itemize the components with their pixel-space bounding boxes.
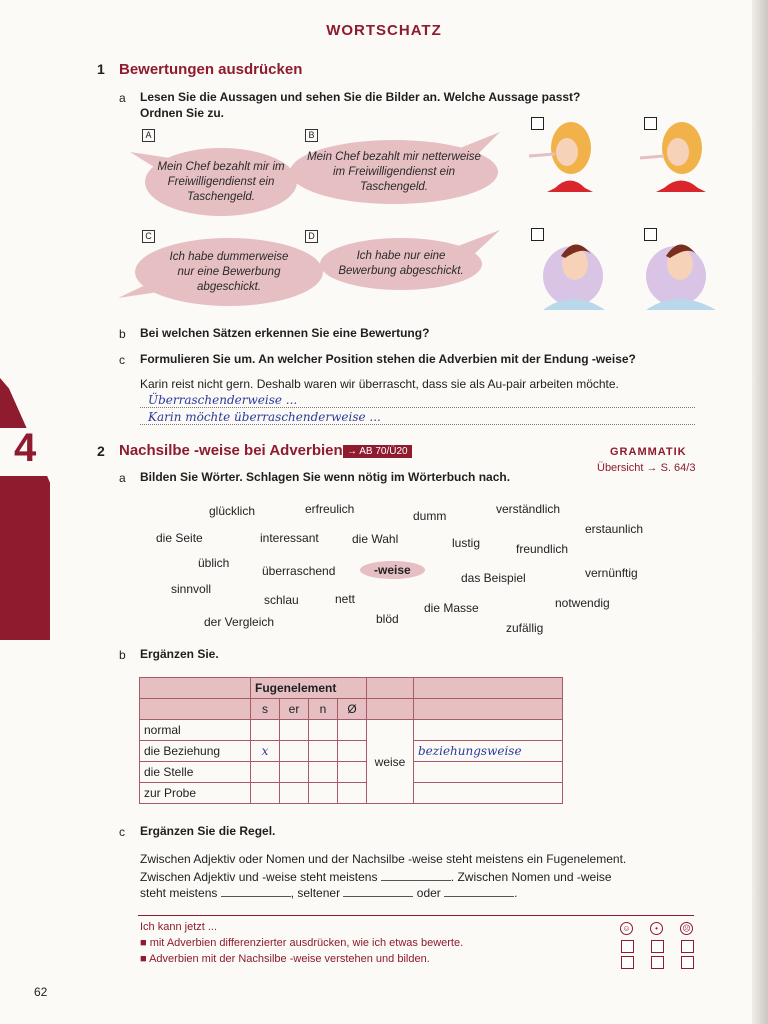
kann-item-text: mit Adverbien differenzierter ausdrücken, wie ich etwas bewerte. [149,937,464,949]
word-cloud-item: lustig [452,536,481,550]
ex1b-label: b [119,327,126,341]
ex1c-label: c [119,353,125,367]
rule-text: steht meistens [140,886,218,900]
word-cloud-item: blöd [376,612,399,626]
word-cloud-item: das Beispiel [461,571,526,585]
answer-cell[interactable]: beziehungsweise [414,741,563,762]
fugen-mark: x [251,741,280,762]
speech-bubble-c: Ich habe dummerweise nur eine Bewerbung abgeschickt. [135,238,323,306]
word-cloud-item: vernünftig [585,566,638,580]
answer-line-1 [140,407,695,408]
kann-item-text: Adverbien mit der Nachsilbe -weise verstehen und bilden. [149,953,430,965]
tag-a: A [142,129,155,142]
fugenelement-table [139,677,563,804]
word-cloud-item: freundlich [516,542,569,556]
word-cloud-item: erfreulich [305,502,355,516]
col-er: er [280,699,309,720]
row-label: die Beziehung [140,741,251,762]
ex1a-line2: Ordnen Sie zu. [140,106,225,120]
page-number: 62 [34,985,48,999]
col-n: n [309,699,338,720]
fill-in-blank[interactable] [221,884,291,897]
word-cloud-item: zufällig [506,621,544,635]
kann-title: Ich kann jetzt ... [140,921,218,933]
rule-line-2 [140,868,612,884]
ex2c-text: Ergänzen Sie die Regel. [140,824,276,838]
woman-illustration-2 [636,118,726,196]
tag-c: C [142,230,155,243]
weise-highlight: -weise [360,561,425,579]
speech-bubble-d: Ich habe nur eine Bewerbung abgeschickt. [320,238,482,290]
tag-d: D [305,230,318,243]
rule-line-3 [140,884,517,900]
word-cloud-item: überraschend [262,564,336,578]
page-title: WORTSCHATZ [326,22,442,39]
word-cloud-item: dumm [413,509,447,523]
rule-text: . [514,886,518,900]
word-cloud-item: notwendig [555,596,610,610]
kann-item-1: ■ mit Adverbien differenzierter ausdrücken, wie ich etwas bewerte. [140,937,464,949]
ex2-number: 2 [97,443,105,459]
grammar-overview-link[interactable]: Übersicht → S. 64/3 [597,462,696,474]
woman-illustration-1 [525,118,615,196]
ex2b-text: Ergänzen Sie. [140,647,219,661]
word-cloud-item: die Seite [156,531,203,545]
word-cloud-item: nett [335,592,356,606]
handwritten-answer-2: Karin möchte überraschenderweise ... [148,410,381,424]
word-cloud-item: erstaunlich [585,522,644,536]
rule-text: Zwischen Adjektiv und -weise steht meistens [140,870,378,884]
speech-bubble-b: Mein Chef bezahlt mir netterweise im Freiwilligendienst ein Taschengeld. [290,140,498,204]
word-cloud-item: die Wahl [352,532,399,546]
word-cloud-item: üblich [198,556,230,570]
word-cloud-item: der Vergleich [204,615,275,629]
rule-text: oder [416,886,441,900]
ex2b-label: b [119,648,126,662]
rule-line-1: Zwischen Adjektiv oder Nomen und der Nachsilbe -weise steht meistens ein Fugenelement. [140,852,627,866]
ex1a-line1: Lesen Sie die Aussagen und sehen Sie die Bilder an. Welche Aussage passt? [140,90,581,104]
answer-line-2 [140,424,695,425]
grammatik-label: GRAMMATIK [610,446,687,458]
smiley-neutral-icon: • [650,922,663,935]
word-cloud-item: schlau [264,593,299,607]
ex2-title: Nachsilbe -weise bei Adverbien [119,442,343,459]
ex1-title: Bewertungen ausdrücken [119,61,303,78]
row-label: normal [140,720,251,741]
kann-divider [138,915,694,916]
word-cloud-item: sinnvoll [171,582,212,596]
self-check-box[interactable] [681,956,694,969]
rule-text: . Zwischen Nomen und -weise [450,870,612,884]
ex2a-label: a [119,471,126,485]
row-label: zur Probe [140,783,251,804]
table-header: Fugenelement [251,678,367,699]
smiley-happy-icon: ☺ [620,922,633,935]
self-check-box[interactable] [651,940,664,953]
workbook-reference[interactable]: → AB 70/Ü20 [343,445,412,458]
kann-item-2: ■ Adverbien mit der Nachsilbe -weise verstehen und bilden. [140,953,430,965]
ex1-number: 1 [97,61,105,77]
man-illustration-2 [636,228,726,312]
self-check-box[interactable] [621,956,634,969]
smiley-sad-icon: ☹ [680,922,693,935]
fill-in-blank[interactable] [381,868,451,881]
row-label: die Stelle [140,762,251,783]
weise-cell: weise [367,720,414,804]
chapter-tab [0,378,50,640]
col-s: s [251,699,280,720]
man-illustration-1 [525,228,615,312]
word-cloud-item: die Masse [424,601,479,615]
ex2c-label: c [119,825,125,839]
ex1b-text: Bei welchen Sätzen erkennen Sie eine Bewertung? [140,326,430,340]
tag-b: B [305,129,318,142]
ex1c-text: Formulieren Sie um. An welcher Position stehen die Adverbien mit der Endung -weise? [140,352,636,366]
answer-cell[interactable] [414,762,563,783]
page-edge-shadow [752,0,768,1024]
answer-cell[interactable] [414,720,563,741]
self-check-box[interactable] [651,956,664,969]
self-check-box[interactable] [621,940,634,953]
word-cloud-item: verständlich [496,502,561,516]
fill-in-blank[interactable] [444,884,514,897]
fill-in-blank[interactable] [343,884,413,897]
word-cloud-item: interessant [260,531,319,545]
chapter-number: 4 [14,426,37,470]
ex2a-text: Bilden Sie Wörter. Schlagen Sie wenn nötig im Wörterbuch nach. [140,470,511,484]
self-check-box[interactable] [681,940,694,953]
answer-cell[interactable] [414,783,563,804]
handwritten-answer-1: Überraschenderweise ... [148,393,298,407]
speech-bubble-a: Mein Chef bezahlt mir im Freiwilligendienst ein Taschengeld. [145,148,297,216]
word-cloud-item: glücklich [209,504,256,518]
ex1c-example: Karin reist nicht gern. Deshalb waren wir überrascht, dass sie als Au-pair arbeiten möchte. [140,377,619,391]
ex1a-label: a [119,91,126,105]
col-empty: Ø [338,699,367,720]
rule-text: , seltener [290,886,341,900]
